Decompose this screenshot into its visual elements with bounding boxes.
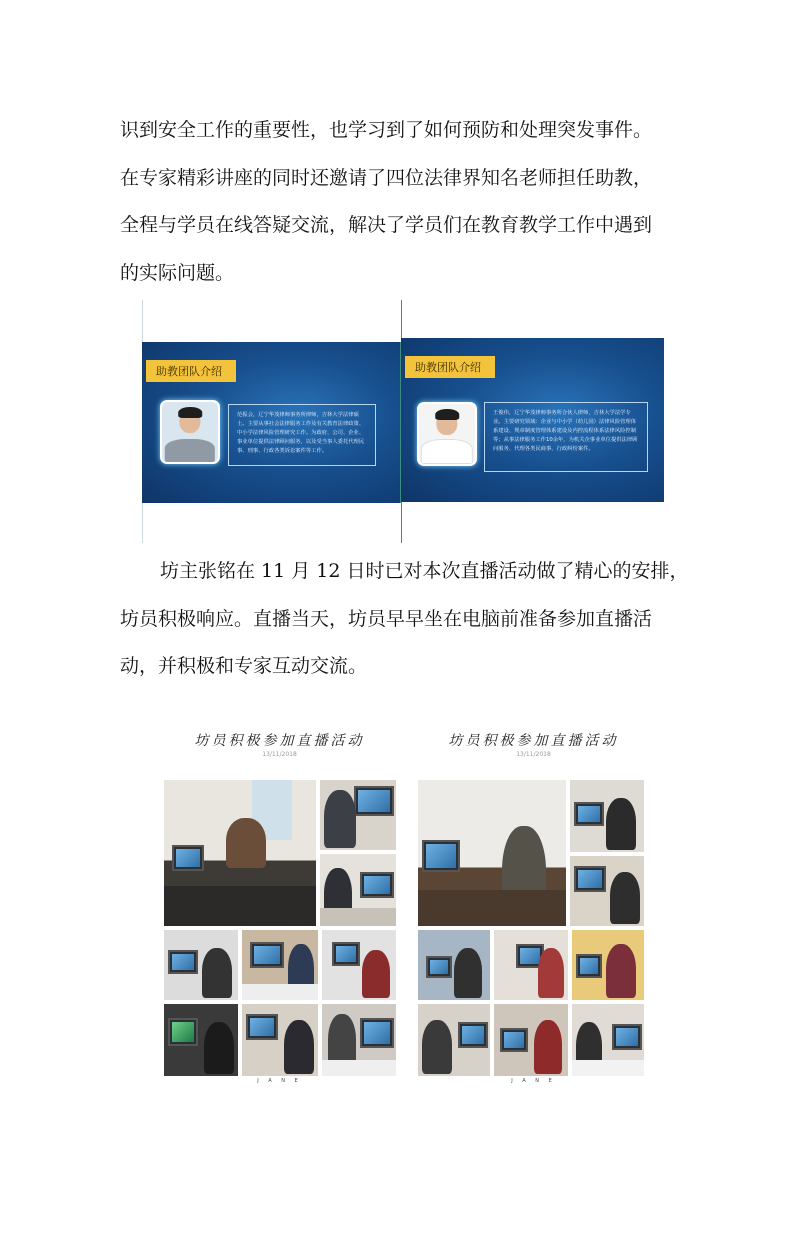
assistant-photo [417,402,477,466]
activity-photo [418,930,490,1000]
assistant-photo [160,400,220,464]
activity-photo [570,856,644,926]
activity-photo [322,1004,396,1076]
collage-date: 13/11/2018 [262,751,297,758]
activity-photo [494,1004,568,1076]
activity-photo [164,780,316,926]
text-line: 全程与学员在线答疑交流，解决了学员们在教育教学工作中遇到 [120,214,653,236]
activity-photo [242,930,318,1000]
assistant-bio: 王俊伟，辽宁华茂律师事务所合伙人律师，吉林大学法学专业。主要研究领域：企业与中小学（幼儿园）法律风险管理体系建设、规章制度管理体系建设及内控流程体系法律风险控制等；从事法律服务工作10余年，为机关企事业单位提供法律顾问服务、代理各类民商事、行政纠纷案件。 [484,402,648,472]
slide-right [401,338,664,502]
photo-grid [164,780,396,1076]
activity-photo [418,1004,490,1076]
activity-photo [572,930,644,1000]
text-line: 在专家精彩讲座的同时还邀请了四位法律界知名老师担任助教， [120,166,653,189]
photo-collage-left [162,720,397,1090]
photo-grid [418,780,650,1076]
activity-photo [320,854,396,926]
text-line: 的实际问题。 [120,261,235,284]
activity-photo [320,780,396,850]
collage-title: 坊员积极参加直播活动 [448,733,619,749]
text-line: 坊员积极响应。直播当天，坊员早早坐在电脑前准备参加直播活 [120,607,653,630]
slide-left [142,342,400,503]
assistant-bio: 范振会，辽宁华茂律师事务所律师，吉林大学法律硕士。主要从事社会法律服务工作及有关教育法律政策、中小学法律风险管理研究工作。为政府、公司、企业、事业单位提供法律顾问服务，以及受当事人委托代理民事、刑事、行政各类诉讼案件等工作。 [228,404,376,466]
activity-photo [494,930,568,1000]
text-line: 坊主张铭在 11 月 12 日时已对本次直播活动做了精心的安排， [160,560,689,582]
slide-tag: 助教团队介绍 [405,356,495,378]
activity-photo [322,930,396,1000]
collage-date: 13/11/2018 [516,751,551,758]
slide-tag: 助教团队介绍 [146,360,236,382]
activity-photo [242,1004,318,1076]
photo-collage-right [416,720,651,1090]
activity-photo [164,930,238,1000]
activity-photo [418,780,566,926]
activity-photo [164,1004,238,1076]
text-line: 识到安全工作的重要性，也学习到了如何预防和处理突发事件。 [120,119,653,141]
collage-signature: J A N E [511,1078,556,1084]
paragraph-2 [120,548,690,691]
collage-title: 坊员积极参加直播活动 [194,733,365,749]
text-line: 动，并积极和专家互动交流。 [120,655,368,677]
paragraph-1 [120,107,690,297]
collage-signature: J A N E [257,1078,302,1084]
slide-screenshot-left [142,300,402,543]
activity-photo [572,1004,644,1076]
activity-photo [570,780,644,852]
